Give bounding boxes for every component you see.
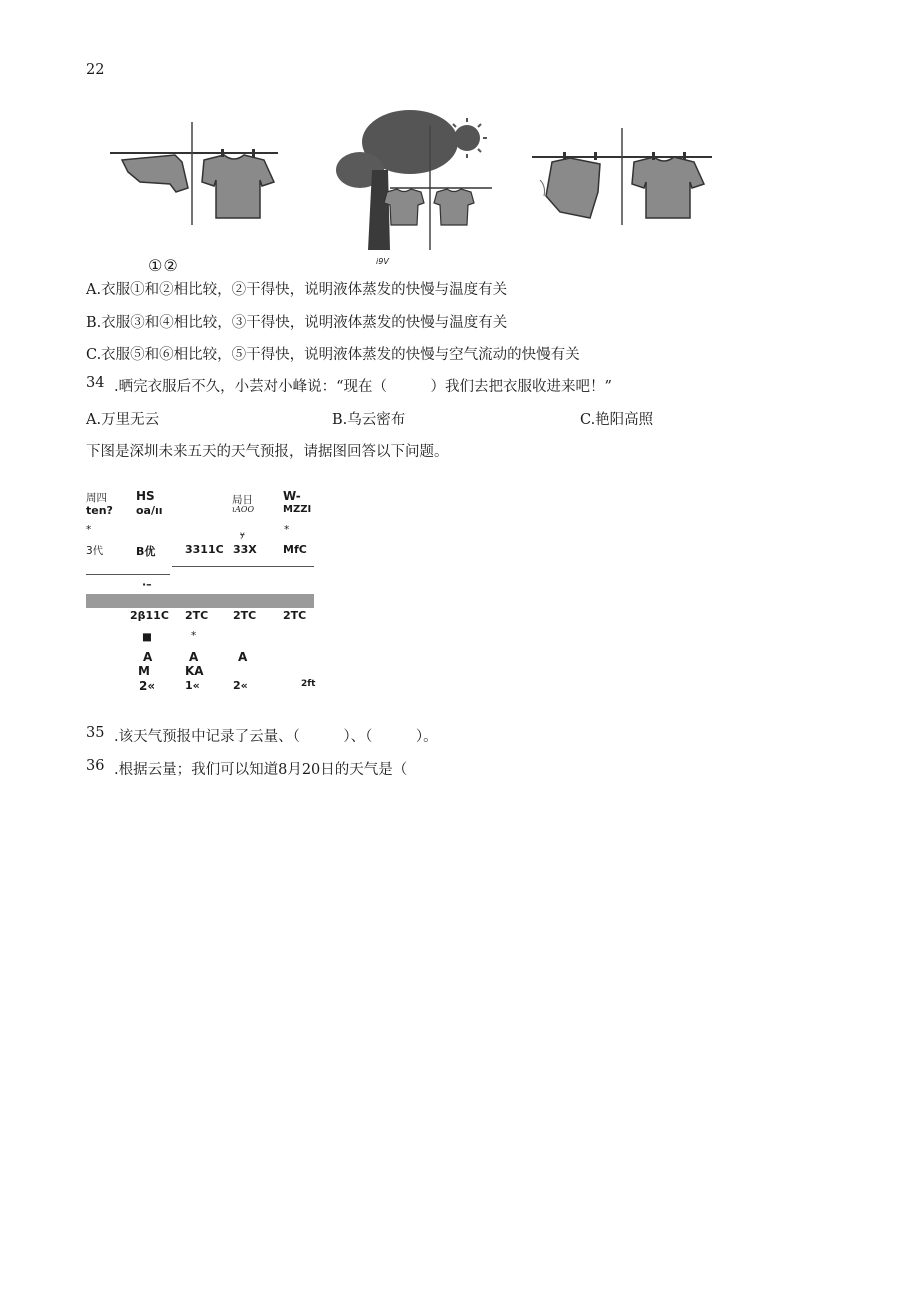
q36-text: .根据云量；我们可以知道8月20日的天气是（ <box>114 762 408 778</box>
forecast-weather-icon: ɏ <box>240 530 245 539</box>
forecast-weather-icon: * <box>284 524 290 536</box>
figure-mid-label: i9V <box>376 257 389 266</box>
forecast-date: MZZI <box>283 504 312 515</box>
forecast-wind-dir: KA <box>185 664 204 678</box>
forecast-band <box>86 594 314 608</box>
forecast-air: B优 <box>136 545 156 558</box>
scene-3 <box>532 128 712 225</box>
q34-text: .晒完衣服后不久，小芸对小峰说：“现在（ ）我们去把衣服收进来吧！” <box>114 379 612 395</box>
q35-text: .该天气预报中记录了云量、（ ）、（ ）。 <box>114 729 438 745</box>
q34-number: 34 <box>86 375 105 391</box>
forecast-weather-icon: * <box>86 524 92 536</box>
shirt-icon <box>632 157 704 218</box>
q34-option-c: C.艳阳高照 <box>580 412 654 428</box>
forecast-night-icon: * <box>191 630 197 642</box>
forecast-date: oa/ıı <box>136 504 163 517</box>
q34-option-a: A.万里无云 <box>86 412 160 428</box>
scene-1 <box>110 122 278 225</box>
q36-number: 36 <box>86 758 105 774</box>
shirt-blown-icon <box>122 155 188 192</box>
forecast-wind-dir: A <box>238 650 248 664</box>
laundry-illustration <box>100 100 730 260</box>
forecast-wind-dir: M <box>138 664 150 678</box>
forecast-day: 局日 <box>232 494 253 506</box>
q34-option-b: B.乌云密布 <box>332 412 406 428</box>
shirt-icon <box>384 189 424 225</box>
forecast-wind-level: 2« <box>139 679 156 693</box>
divider <box>86 574 170 575</box>
forecast-night-icon: ■ <box>142 631 152 643</box>
forecast-dash: ·– <box>142 578 152 591</box>
forecast-low-temp: 2TC <box>283 609 307 622</box>
forecast-wind-dir: A <box>143 650 153 664</box>
page-number: 22 <box>86 62 105 78</box>
forecast-intro: 下图是深圳未来五天的天气预报，请据图回答以下问题。 <box>86 444 449 460</box>
q33-option-b: B.衣服③和④相比较，③干得快，说明液体蒸发的快慢与温度有关 <box>86 315 508 331</box>
forecast-wind-dir: A <box>189 650 199 664</box>
forecast-high-temp: 3311C <box>185 543 224 556</box>
figure-caption-circles: ①② <box>148 256 179 275</box>
forecast-wind-level: 2« <box>233 679 248 692</box>
forecast-wind-level: 1« <box>185 679 200 692</box>
forecast-date: ιAOO <box>232 505 255 514</box>
forecast-date: ten? <box>86 504 113 517</box>
forecast-high-temp: MfC <box>283 543 307 556</box>
sun-icon <box>454 125 480 151</box>
forecast-wind-level: 2ft <box>301 679 316 689</box>
forecast-high-temp: 33X <box>233 543 257 556</box>
shirt-icon <box>202 155 274 218</box>
forecast-day: W- <box>283 489 301 503</box>
q33-option-c: C.衣服⑤和⑥相比较，⑤干得快，说明液体蒸发的快慢与空气流动的快慢有关 <box>86 347 580 363</box>
q33-option-a: A.衣服①和②相比较，②干得快，说明液体蒸发的快慢与温度有关 <box>86 282 508 298</box>
shirt-icon <box>434 189 474 225</box>
forecast-low-temp: 2β11C <box>130 609 169 622</box>
forecast-day: HS <box>136 489 155 503</box>
forecast-low-temp: 2TC <box>185 609 209 622</box>
forecast-low-temp: 2TC <box>233 609 257 622</box>
forecast-day: 周四 <box>86 492 107 504</box>
scene-2 <box>336 110 492 250</box>
q35-number: 35 <box>86 725 105 741</box>
shirt-blown-icon <box>546 158 600 218</box>
forecast-air: 3代 <box>86 545 104 557</box>
divider <box>172 566 314 567</box>
